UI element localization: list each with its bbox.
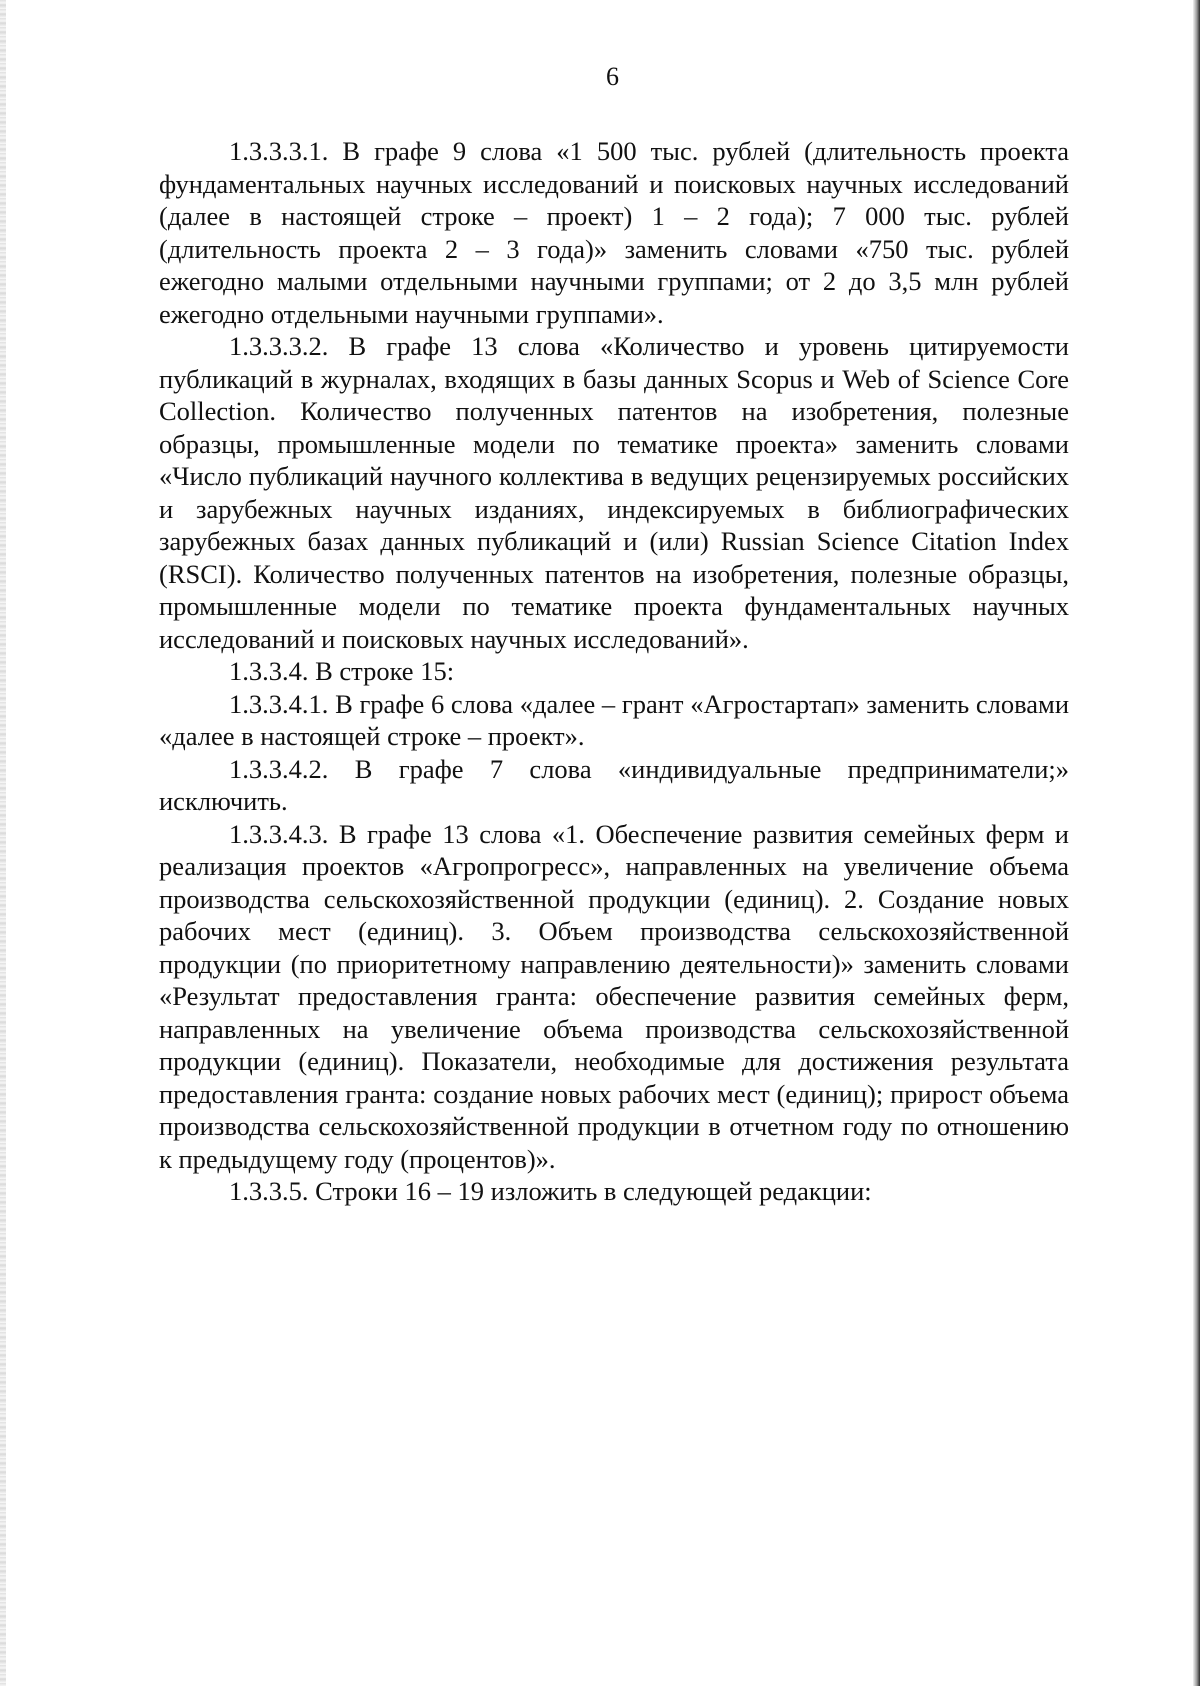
scan-left-edge	[0, 0, 6, 1686]
paragraph-1-3-3-5: 1.3.3.5. Строки 16 – 19 изложить в следующей редакции:	[229, 1176, 872, 1206]
scan-right-edge	[1193, 0, 1200, 1686]
document-body	[159, 135, 1069, 1208]
paragraph-1-3-3-4-3: 1.3.3.4.3. В графе 13 слова «1. Обеспечение развития семейных ферм и реализация проектов «Агропрогресс», направленных на увеличение объема производства сельскохозяйственной продукции (единиц). 2. Создание новых рабочих мест (единиц). 3. Объем производства сельскохозяйственной продукции (по приоритетному направлению деятельности)» заменить словами «Результат предоставления гранта: обеспечение развития семейных ферм, направленных на увеличение объема производства сельскохозяйственной продукции (единиц). Показатели, необходимые для достижения результата предоставления гранта: создание новых рабочих мест (единиц); прирост объема производства сельскохозяйственной продукции в отчетном году по отношению к предыдущему году (процентов)».	[159, 818, 1069, 1174]
paragraph-1-3-3-3-2: 1.3.3.3.2. В графе 13 слова «Количество и уровень цитируемости публикаций в журналах, входящих в базы данных Scopus и Web of Science Core Collection. Количество полученных патентов на изобретения, полезные образцы, промышленные модели по тематике проекта» заменить словами «Число публикаций научного коллектива в ведущих рецензируемых российских и зарубежных научных изданиях, индексируемых в библиографических зарубежных базах данных публикаций и (или) Russian Science Citation Index (RSCI). Количество полученных патентов на изобретения, полезные образцы, промышленные модели по тематике проекта фундаментальных научных исследований и поисковых научных исследований».	[159, 331, 1069, 654]
paragraph-1-3-3-4: 1.3.3.4. В строке 15:	[229, 656, 455, 686]
paragraph-1-3-3-4-1: 1.3.3.4.1. В графе 6 слова «далее – грант «Агростартап» заменить словами «далее в настоящей строке – проект».	[159, 688, 1069, 751]
page-number: 6	[606, 62, 619, 91]
paragraph-1-3-3-3-1: 1.3.3.3.1. В графе 9 слова «1 500 тыс. рублей (длительность проекта фундаментальных научных исследований и поисковых научных исследований (далее в настоящей строке – проект) 1 – 2 года); 7 000 тыс. рублей (длительность проекта 2 – 3 года)» заменить словами «750 тыс. рублей ежегодно малыми отдельными научными группами; от 2 до 3,5 млн рублей ежегодно отдельными научными группами».	[159, 136, 1069, 329]
paragraph-1-3-3-4-2: 1.3.3.4.2. В графе 7 слова «индивидуальные предприниматели;» исключить.	[159, 753, 1069, 816]
